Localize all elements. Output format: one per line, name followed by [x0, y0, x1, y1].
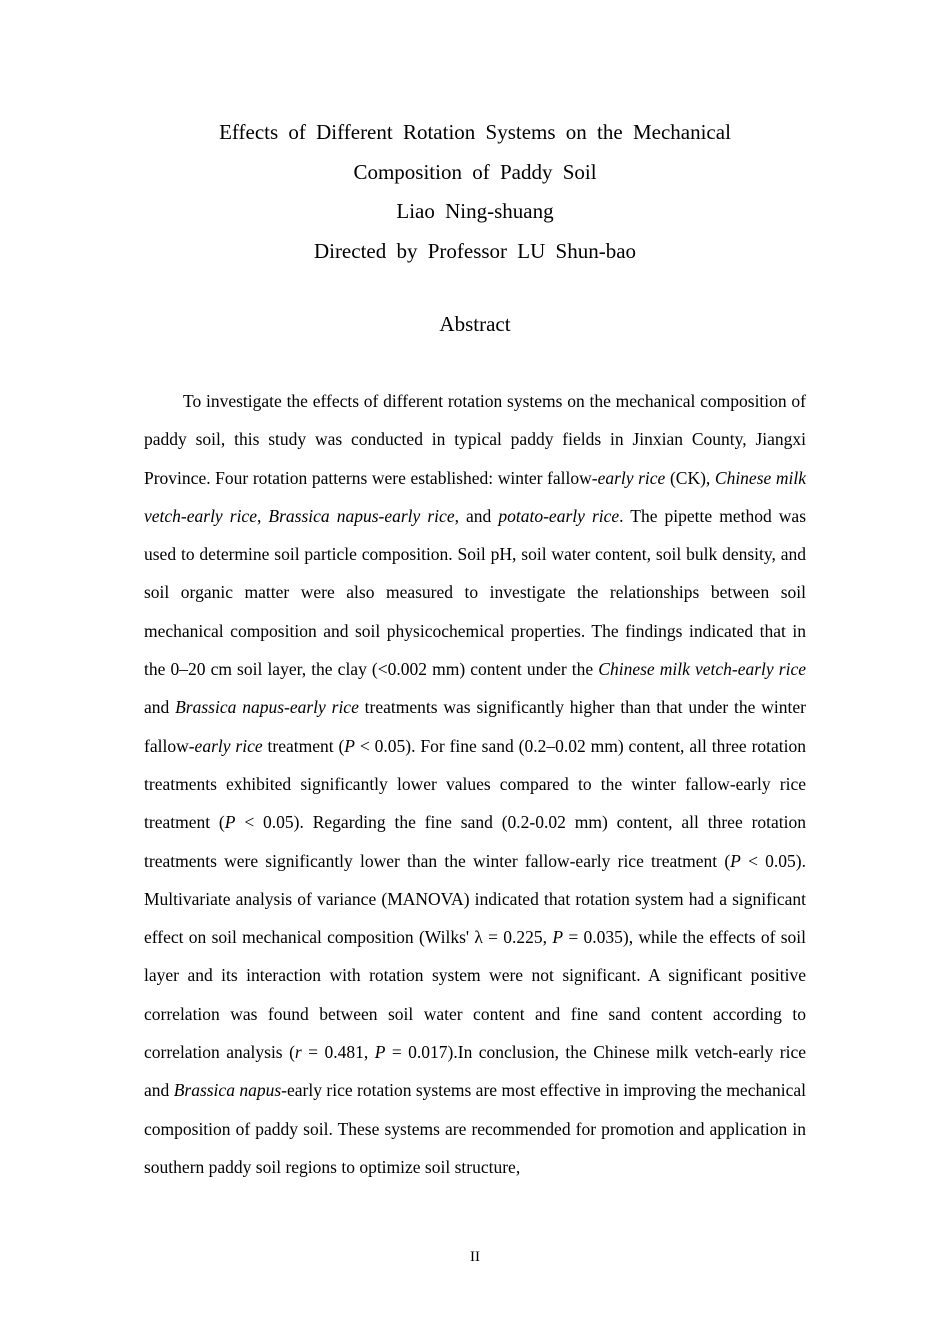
abstract-paragraph — [144, 382, 806, 1186]
title-line-2: Composition of Paddy Soil — [353, 159, 597, 184]
abstract-text: < 0.05). Multivariate analysis of variance (MANOVA) indicated that rotation system had a significant effect on soil mechanical composition (Wilks' λ = 0.225, — [144, 850, 806, 948]
abstract-text: . The pipette method was used to determine soil particle composition. Soil pH, soil water content, soil bulk density, and soil organic matter were also measured to investigate the relationships between soil mechanical composition and soil physicochemical properties. The findings indicated that in the 0–20 cm soil layer, the clay (<0.002 mm) content under the — [144, 505, 806, 680]
abstract-text: = 0.017).In conclusion, the Chinese milk vetch-early rice and — [144, 1042, 806, 1101]
abstract-text: , and — [454, 505, 499, 526]
abstract-italic-term: Chinese milk vetch-early rice — [598, 659, 806, 680]
abstract-text: -early rice rotation systems are most effective in improving the mechanical composition of paddy soil. These systems are recommended for promotion and application in southern paddy soil regions to optimize soil structure, — [144, 1080, 806, 1177]
abstract-text: < 0.05). For fine sand (0.2–0.02 mm) content, all three rotation treatments exhibited significantly lower values compared to the winter fallow-early rice treatment ( — [144, 735, 806, 833]
abstract-italic-term: early rice — [194, 735, 263, 756]
abstract-italic-term: potato-early rice — [498, 505, 620, 526]
abstract-italic-symbol: P — [730, 850, 741, 871]
abstract-italic-symbol: r — [294, 1042, 302, 1063]
abstract-text: = 0.035), while the effects of soil layer and its interaction with rotation system were not significant. A significant positive correlation was found between soil water content and fine sand content according to correlation analysis ( — [144, 927, 806, 1063]
title-line-1: Effects of Different Rotation Systems on the Mechanical — [219, 120, 731, 144]
abstract-italic-term: Chinese milk vetch-early rice — [144, 467, 807, 526]
abstract-text: treatments was significantly higher than that under the winter fallow- — [144, 697, 806, 756]
abstract-italic-term: Brassica napus-early rice — [268, 505, 455, 526]
abstract-text: To investigate the effects of different rotation systems on the mechanical composition of paddy soil, this study was conducted in typical paddy fields in Jinxian County, Jiangxi Province. Four rotation patterns were established: winter fallow- — [144, 391, 806, 488]
abstract-italic-term: early rice — [597, 467, 666, 488]
abstract-italic-symbol: P — [344, 735, 355, 756]
author-name: Liao Ning-shuang — [396, 199, 554, 223]
abstract-italic-term: Brassica napus-early rice — [175, 697, 359, 718]
abstract-heading: Abstract — [439, 312, 511, 336]
abstract-text: (CK), — [665, 467, 715, 488]
abstract-italic-symbol: P — [552, 927, 564, 948]
abstract-text: and — [144, 697, 176, 718]
abstract-text: = 0.481, — [301, 1042, 375, 1063]
page-number: II — [470, 1249, 480, 1265]
abstract-italic-symbol: P — [224, 812, 236, 833]
abstract-text: , — [256, 505, 269, 526]
abstract-italic-symbol: P — [374, 1042, 386, 1063]
abstract-text: treatment ( — [262, 735, 345, 756]
abstract-text: < 0.05). Regarding the fine sand (0.2-0.02 mm) content, all three rotation treatments were significantly lower than the winter fallow-early rice treatment ( — [144, 812, 806, 871]
abstract-italic-term: Brassica napus — [173, 1080, 282, 1101]
advisor-line: Directed by Professor LU Shun-bao — [313, 238, 637, 263]
thesis-title-block — [0, 113, 950, 271]
